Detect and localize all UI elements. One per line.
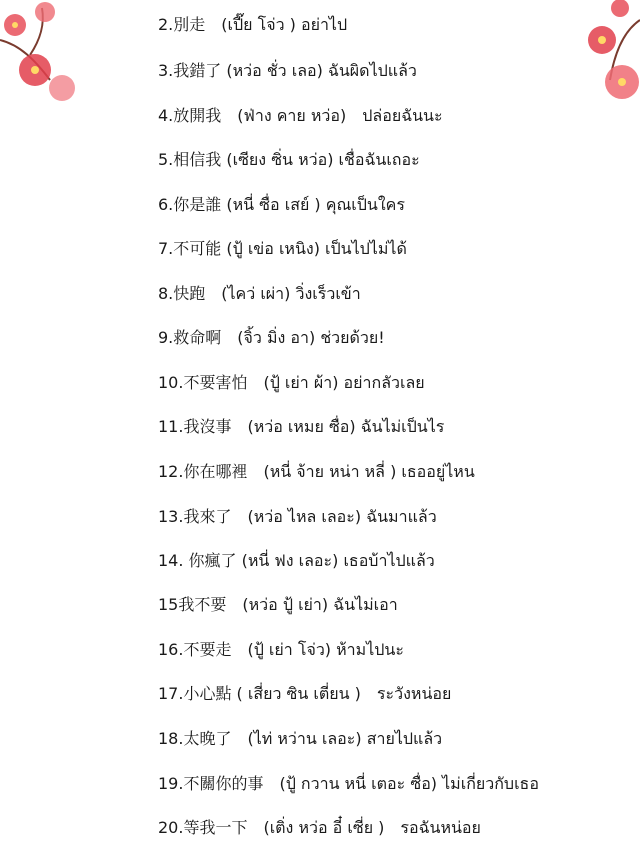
phrase-item: 8.快跑 (ไคว่ เผ่า) วิ่งเร็วเข้า: [158, 284, 361, 303]
phrase-item: 11.我沒事 (หว่อ เหมย ซื่อ) ฉันไม่เป็นไร: [158, 417, 445, 436]
phrase-item: 3.我錯了 (หว่อ ชั่ว เลอ) ฉันผิดไปแล้ว: [158, 61, 417, 80]
phrase-item: 6.你是誰 (หนี่ ซื่อ เสย์ ) คุณเป็นใคร: [158, 195, 405, 214]
phrase-item: 2.別走 (เปี๊ย โจ่ว ) อย่าไป: [158, 15, 348, 34]
phrase-item: 13.我來了 (หว่อ ไหล เลอะ) ฉันมาแล้ว: [158, 507, 437, 526]
phrase-item: 7.不可能 (ปู้ เข่อ เหนิง) เป็นไปไม่ได้: [158, 239, 407, 258]
phrase-item: 17.小心點 ( เสี่ยว ซิน เตี่ยน ) ระวังหน่อย: [158, 684, 452, 703]
phrase-item: 19.不關你的事 (ปู้ กวาน หนี่ เตอะ ซื่อ) ไม่เกี่ยวกับเธอ: [158, 774, 539, 793]
phrase-item: 20.等我一下 (เติ่ง หว่อ อี๋ เซี่ย ) รอฉันหน่อย: [158, 818, 481, 837]
phrase-item: 10.不要害怕 (ปู้ เย่า ผ้า) อย่ากลัวเลย: [158, 373, 425, 392]
phrase-item: 4.放開我 (ฟ่าง คาย หว่อ) ปล่อยฉันนะ: [158, 106, 443, 125]
phrase-item: 18.太晚了 (ไท่ หว่าน เลอะ) สายไปแล้ว: [158, 729, 443, 748]
phrase-item: 5.相信我 (เซียง ซิ่น หว่อ) เชื่อฉันเถอะ: [158, 150, 420, 169]
phrase-item: 15我不要 (หว่อ ปู้ เย่า) ฉันไม่เอา: [158, 595, 398, 614]
phrase-item: 14. 你瘋了 (หนี่ ฟง เลอะ) เธอบ้าไปแล้ว: [158, 551, 435, 570]
phrase-item: 16.不要走 (ปู้ เย่า โจ่ว) ห้ามไปนะ: [158, 640, 404, 659]
phrase-item: 12.你在哪裡 (หนี่ จ้าย หน่า หลี่ ) เธออยู่ไหน: [158, 462, 475, 481]
phrase-item: 9.救命啊 (จิ้ว มิ่ง อา) ช่วยด้วย!: [158, 328, 385, 347]
